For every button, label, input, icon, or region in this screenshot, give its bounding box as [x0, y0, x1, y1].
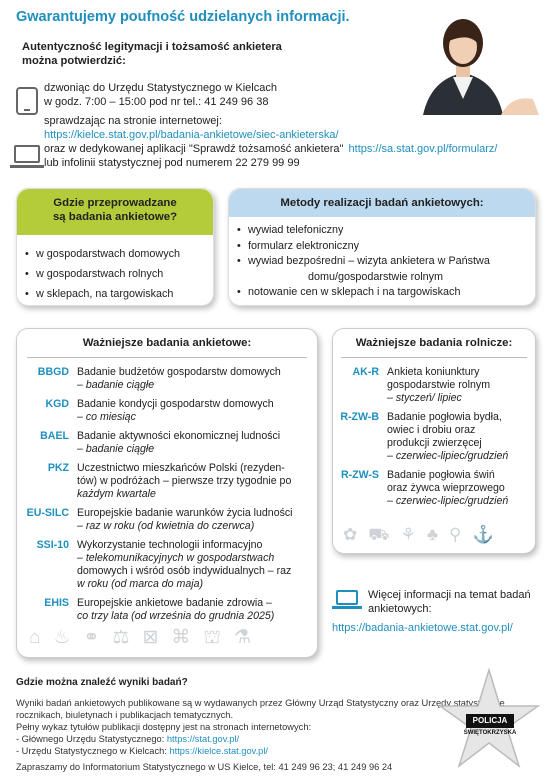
police-badge-logo: POLICJA ŚWIĘTOKRZYSKA	[430, 666, 548, 778]
table-row	[17, 462, 311, 501]
table-row	[17, 430, 311, 456]
table-row	[17, 597, 311, 623]
survey-description: Ankieta koniunktury gospodarstwie rolnym – styczeń/ lipiec	[387, 366, 491, 404]
subtitle: Autentyczność legitymacji i tożsamość ankietera można potwierdzić:	[22, 41, 282, 67]
decorative-farm-icons: ✿⛟⚘♣⚲⚓	[343, 525, 505, 544]
table-row	[333, 469, 529, 508]
more-info-text: Więcej informacji na temat badań ankietowych:	[368, 589, 531, 615]
survey-description: Badanie budżetów gospodarstw domowych – badanie ciągłe	[77, 366, 281, 391]
surveys-table	[17, 358, 317, 623]
methods-box	[228, 188, 536, 306]
page-title: Gwarantujemy poufność udzielanych informacji.	[16, 9, 350, 25]
survey-code: R-ZW-B	[340, 411, 379, 423]
table-row	[333, 366, 529, 405]
where-box-header: Gdzie przeprowadzane są badania ankietowe?	[17, 189, 213, 235]
computer-icon	[14, 145, 40, 163]
survey-description: Badanie kondycji gospodarstw domowych – co miesiąc	[77, 398, 274, 423]
methods-list	[229, 217, 535, 301]
list-item: • w gospodarstwach domowych	[25, 244, 213, 264]
list-item: • wywiad telefoniczny	[237, 223, 535, 239]
survey-code: EHIS	[44, 597, 69, 609]
survey-description: Badanie aktywności ekonomicznej ludności – badanie ciągłe	[77, 430, 281, 455]
survey-description: Badanie pogłowia bydła, owiec i drobiu oraz produkcji zwierzęcej – czerwiec-lipiec/grudzień	[387, 411, 509, 462]
survey-code: R-ZW-S	[340, 469, 379, 481]
survey-code: PKZ	[47, 462, 69, 474]
list-item: • formularz elektroniczny	[237, 239, 535, 255]
portrait-image	[383, 7, 543, 115]
list-item: • notowanie cen w sklepach i na targowiskach	[237, 285, 535, 301]
survey-code: KGD	[45, 398, 69, 410]
web-contact: sprawdzając na stronie internetowej: https://kielce.stat.gov.pl/badania-ankietowe/siec-ankieterska/ oraz w dedykowanej aplikacji "Sprawdź tożsamość ankietera" https://sa.stat.gov.pl/formularz/ lub infolinii statystycznej pod numerem 22 279 99 99	[44, 114, 544, 170]
survey-code: BAEL	[40, 430, 69, 442]
list-item: • w gospodarstwach rolnych	[25, 264, 213, 284]
list-item: • w sklepach, na targowiskach	[25, 284, 213, 304]
survey-description: Europejskie badanie warunków życia ludności – raz w roku (od kwietnia do czerwca)	[77, 507, 293, 532]
table-row	[333, 411, 529, 463]
table-row	[17, 539, 311, 591]
survey-description: Badanie pogłowia świń oraz żywca wieprzowego – czerwiec-lipiec/grudzień	[387, 469, 509, 507]
methods-box-header: Metody realizacji badań ankietowych:	[229, 189, 535, 217]
more-info-link[interactable]: https://badania-ankietowe.stat.gov.pl/	[332, 622, 513, 634]
decorative-icons: ⌂♨⚭⚖⊠⌘⛫⚗	[29, 627, 264, 648]
app-link[interactable]: https://sa.stat.gov.pl/formularz/	[348, 143, 498, 155]
gus-link[interactable]: https://stat.gov.pl/	[166, 734, 240, 744]
agri-box	[332, 328, 536, 554]
survey-code: BBGD	[37, 366, 69, 378]
survey-code: EU-SILC	[26, 507, 69, 519]
survey-description: Uczestnictwo mieszkańców Polski (rezyden- tów) w podróżach – pierwsze trzy tygodnie po każdym kwartale	[77, 462, 292, 500]
table-row	[17, 507, 311, 533]
surveys-box	[16, 328, 318, 658]
agri-table	[333, 358, 535, 508]
survey-description: Wykorzystanie technologii informacyjno – telekomunikacyjnych w gospodarstwach domowych i wśród osób indywidualnych – raz w roku (od marca do maja)	[77, 539, 292, 590]
list-item: • wywiad bezpośredni – wizyta ankietera w Państwa domu/gospodarstwie rolnym	[237, 254, 535, 285]
kielce-link[interactable]: https://kielce.stat.gov.pl/badania-ankietowe/siec-ankieterska/	[44, 129, 339, 141]
survey-code: AK-R	[352, 366, 379, 378]
agri-header: Ważniejsze badania rolnicze:	[341, 329, 527, 358]
table-row	[17, 366, 311, 392]
survey-code: SSI-10	[36, 539, 69, 551]
footer: Gdzie można znaleźć wyniki badań? Wyniki badań ankietowych publikowane są w wydawanych przez Główny Urząd Statystyczny oraz Urzędy statystyczne rocznikach, biuletynach i publikacjach tematycznych. Pełny wykaz tytułów publikacji dostępny jest na stronach internetowych: - Głównego Urzędu Statystycznego: https://stat.gov.pl/ - Urzędu Statystycznego w Kielcach: https://kielce.stat.gov.pl/ Zapraszamy do Informatorium Statystycznego w US Kielce, tel: 41 249 96 23; 41 249 96 24	[16, 677, 505, 772]
footer-heading: Gdzie można znaleźć wyniki badań?	[16, 677, 188, 688]
table-row	[17, 398, 311, 424]
laptop-icon	[336, 590, 358, 605]
phone-contact: dzwoniąc do Urzędu Statystycznego w Kielcach w godz. 7:00 – 15:00 pod nr tel.: 41 249 96 38	[44, 82, 277, 108]
us-link[interactable]: https://kielce.stat.gov.pl/	[169, 746, 268, 756]
phone-icon	[16, 87, 38, 115]
where-list	[17, 235, 213, 304]
where-surveys-box	[16, 188, 214, 306]
survey-description: Europejskie ankietowe badanie zdrowia – co trzy lata (od września do grudnia 2025)	[77, 597, 275, 622]
surveys-header: Ważniejsze badania ankietowe:	[27, 329, 307, 358]
